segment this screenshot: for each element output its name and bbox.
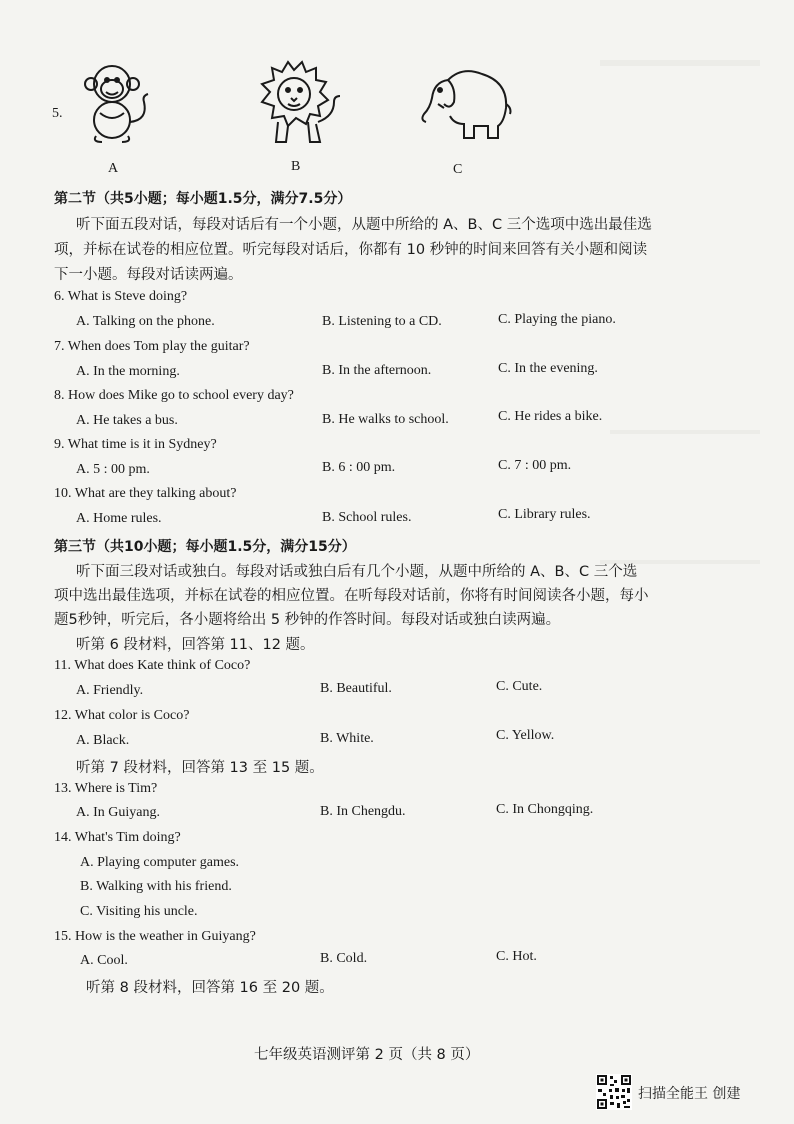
q8-stem: 8. How does Mike go to school every day? xyxy=(54,388,294,403)
bleed-through xyxy=(600,60,760,66)
q7-stem: 7. When does Tom play the guitar? xyxy=(54,339,250,354)
section3-instructions-line3: 题5秒钟，听完后，各小题将给出 5 秒钟的作答时间。每段对话或独白读两遍。 xyxy=(54,612,561,628)
q11-option-a: A. Friendly. xyxy=(76,683,144,698)
section2-instructions-line1: 听下面五段对话，每段对话后有一个小题，从题中所给的 A、B、C 三个选项中选出最佳选 xyxy=(76,217,652,233)
q12-stem: 12. What color is Coco? xyxy=(54,708,190,723)
section2-heading: 第二节（共5小题；每小题1.5分，满分7.5分） xyxy=(54,191,352,207)
q9-option-a: A. 5 : 00 pm. xyxy=(76,462,150,477)
monkey-icon xyxy=(78,58,154,146)
q10-option-c: C. Library rules. xyxy=(498,507,591,522)
q12-option-b: B. White. xyxy=(320,731,374,746)
q5-option-b-label: B xyxy=(291,159,301,174)
material7-note: 听第 7 段材料，回答第 13 至 15 题。 xyxy=(76,760,324,776)
lion-icon xyxy=(248,56,344,148)
q11-option-b: B. Beautiful. xyxy=(320,681,392,696)
scanner-watermark: 扫描全能王 创建 xyxy=(638,1086,741,1102)
material6-note: 听第 6 段材料，回答第 11、12 题。 xyxy=(76,637,315,653)
q7-option-c: C. In the evening. xyxy=(498,361,598,376)
bleed-through xyxy=(610,430,760,434)
q7-option-b: B. In the afternoon. xyxy=(322,363,432,378)
section2-instructions-line3: 下一小题。每段对话读两遍。 xyxy=(54,267,243,283)
material8-note: 听第 8 段材料，回答第 16 至 20 题。 xyxy=(86,980,334,996)
q9-option-c: C. 7 : 00 pm. xyxy=(498,458,572,473)
q13-option-c: C. In Chongqing. xyxy=(496,802,594,817)
q14-option-c: C. Visiting his uncle. xyxy=(80,904,198,919)
q5-option-c-label: C xyxy=(453,162,463,177)
q10-stem: 10. What are they talking about? xyxy=(54,486,237,501)
section3-heading: 第三节（共10小题；每小题1.5分，满分15分） xyxy=(54,539,356,555)
elephant-icon xyxy=(418,64,514,144)
q6-option-a: A. Talking on the phone. xyxy=(76,314,215,329)
q15-option-a: A. Cool. xyxy=(80,953,128,968)
q13-stem: 13. Where is Tim? xyxy=(54,781,158,796)
q13-option-b: B. In Chengdu. xyxy=(320,804,406,819)
q14-option-b: B. Walking with his friend. xyxy=(80,879,232,894)
q12-option-a: A. Black. xyxy=(76,733,130,748)
q15-stem: 15. How is the weather in Guiyang? xyxy=(54,929,256,944)
section2-instructions-line2: 项，并标在试卷的相应位置。听完每段对话后，你都有 10 秒钟的时间来回答有关小题和阅读 xyxy=(54,242,648,258)
q5-number: 5. xyxy=(52,106,63,121)
q13-option-a: A. In Guiyang. xyxy=(76,805,160,820)
q14-stem: 14. What's Tim doing? xyxy=(54,830,181,845)
q9-option-b: B. 6 : 00 pm. xyxy=(322,460,396,475)
section3-instructions-line1: 听下面三段对话或独白。每段对话或独白后有几个小题，从题中所给的 A、B、C 三个选 xyxy=(76,564,638,580)
section3-instructions-line2: 项中选出最佳选项，并标在试卷的相应位置。在听每段对话前，你将有时间阅读各小题，每小 xyxy=(54,588,649,604)
q14-option-a: A. Playing computer games. xyxy=(80,855,240,870)
qr-code-icon xyxy=(596,1074,632,1110)
q8-option-b: B. He walks to school. xyxy=(322,412,449,427)
q11-stem: 11. What does Kate think of Coco? xyxy=(54,658,251,673)
q10-option-b: B. School rules. xyxy=(322,510,412,525)
q9-stem: 9. What time is it in Sydney? xyxy=(54,437,217,452)
q12-option-c: C. Yellow. xyxy=(496,728,555,743)
q5-option-a-label: A xyxy=(108,161,119,176)
q7-option-a: A. In the morning. xyxy=(76,364,180,379)
q6-stem: 6. What is Steve doing? xyxy=(54,289,188,304)
q8-option-c: C. He rides a bike. xyxy=(498,409,603,424)
q10-option-a: A. Home rules. xyxy=(76,511,162,526)
q15-option-b: B. Cold. xyxy=(320,951,368,966)
q6-option-c: C. Playing the piano. xyxy=(498,312,616,327)
q11-option-c: C. Cute. xyxy=(496,679,543,694)
page-footer: 七年级英语测评第 2 页（共 8 页） xyxy=(254,1047,480,1063)
q15-option-c: C. Hot. xyxy=(496,949,537,964)
q6-option-b: B. Listening to a CD. xyxy=(322,314,442,329)
q8-option-a: A. He takes a bus. xyxy=(76,413,178,428)
